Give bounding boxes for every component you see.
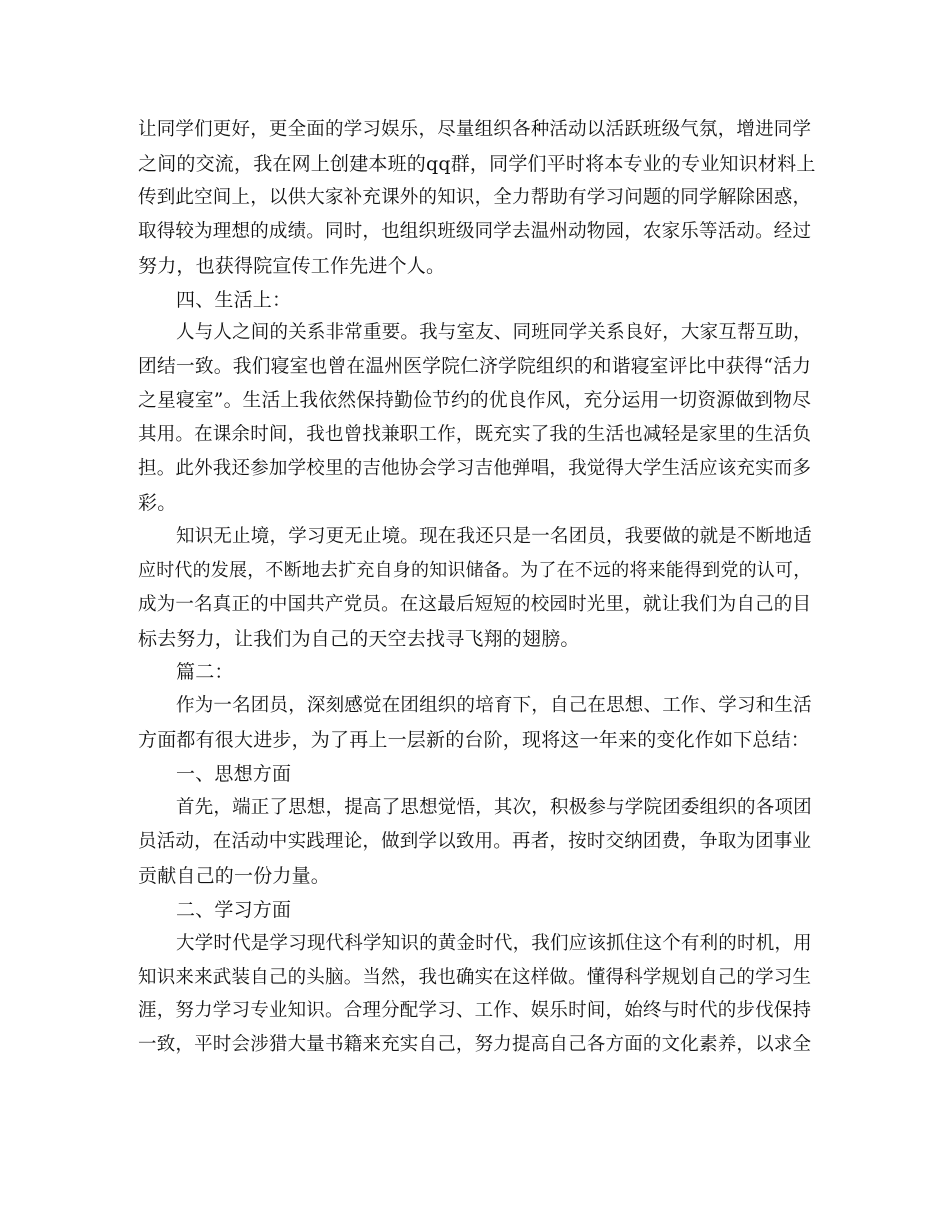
paragraph-first-line: 知识无止境，学习更无止境。现在我还只是一名团员，我要做的就是不断地适 (176, 525, 812, 547)
paragraph-first-line: 人与人之间的关系非常重要。我与室友、同班同学关系良好，大家互帮互助， (176, 322, 812, 344)
paragraph-line: 其用。在课余时间，我也曾找兼职工作，既充实了我的生活也减轻是家里的生活负 (138, 424, 812, 446)
paragraph-line: 知识来来武装自己的头脑。当然，我也确实在这样做。懂得科学规划自己的学习生 (138, 966, 812, 988)
paragraph-first-line: 作为一名团员，深刻感觉在团组织的培育下，自己在思想、工作、学习和生活 (176, 695, 812, 717)
paragraph-line: 应时代的发展，不断地去扩充自身的知识储备。为了在不远的将来能得到党的认可， (138, 559, 812, 581)
paragraph-first-line: 首先，端正了思想，提高了思想觉悟，其次，积极参与学院团委组织的各项团 (176, 797, 812, 818)
paragraph-line: 贡献自己的一份力量。 (138, 864, 331, 887)
paragraph-line: 担。此外我还参加学校里的吉他协会学习吉他弹唱，我觉得大学生活应该充实而多 (138, 458, 812, 479)
paragraph-line: 标去努力，让我们为自己的天空去找寻飞翔的翅膀。 (138, 627, 580, 650)
paragraph-line: 员活动，在活动中实践理论，做到学以致用。再者，按时交纳团费，争取为团事业 (138, 830, 812, 852)
paragraph-line: 传到此空间上，以供大家补充课外的知识，全力帮助有学习问题的同学解除困惑， (138, 186, 812, 208)
paragraph-line: 取得较为理想的成绩。同时，也组织班级同学去温州动物园，农家乐等活动。经过 (138, 220, 812, 242)
paragraph-first-line: 篇二： (176, 661, 234, 684)
paragraph-line: 努力，也获得院宣传工作先进个人。 (138, 254, 446, 277)
paragraph-first-line: 大学时代是学习现代科学知识的黄金时代，我们应该抓住这个有利的时机，用 (176, 932, 812, 954)
paragraph-line: 涯，努力学习专业知识。合理分配学习、工作、娱乐时间，始终与时代的步伐保持 (138, 1000, 812, 1022)
paragraph-line: 一致，平时会涉猎大量书籍来充实自己，努力提高自己各方面的文化素养，以求全 (138, 1034, 812, 1056)
paragraph-first-line: 一、思想方面 (176, 763, 292, 786)
paragraph-line: 方面都有很大进步，为了再上一层新的台阶，现将这一年来的变化作如下总结： (138, 729, 811, 752)
paragraph-line: 让同学们更好，更全面的学习娱乐，尽量组织各种活动以活跃班级气氛，增进同学 (138, 119, 812, 140)
paragraph-first-line: 四、生活上： (176, 288, 292, 311)
paragraph-line: 团结一致。我们寝室也曾在温州医学院仁济学院组织的和谐寝室评比中获得“活力 (138, 356, 812, 378)
paragraph-line: 成为一名真正的中国共产党员。在这最后短短的校园时光里，就让我们为自己的目 (138, 593, 812, 615)
paragraph-line: 之间的交流，我在网上创建本班的qq群，同学们平时将本专业的专业知识材料上 (138, 152, 816, 175)
paragraph-line: 之星寝室”。生活上我依然保持勤俭节约的优良作风，充分运用一切资源做到物尽 (138, 390, 812, 412)
paragraph-first-line: 二、学习方面 (176, 898, 292, 921)
paragraph-line: 彩。 (138, 491, 177, 514)
